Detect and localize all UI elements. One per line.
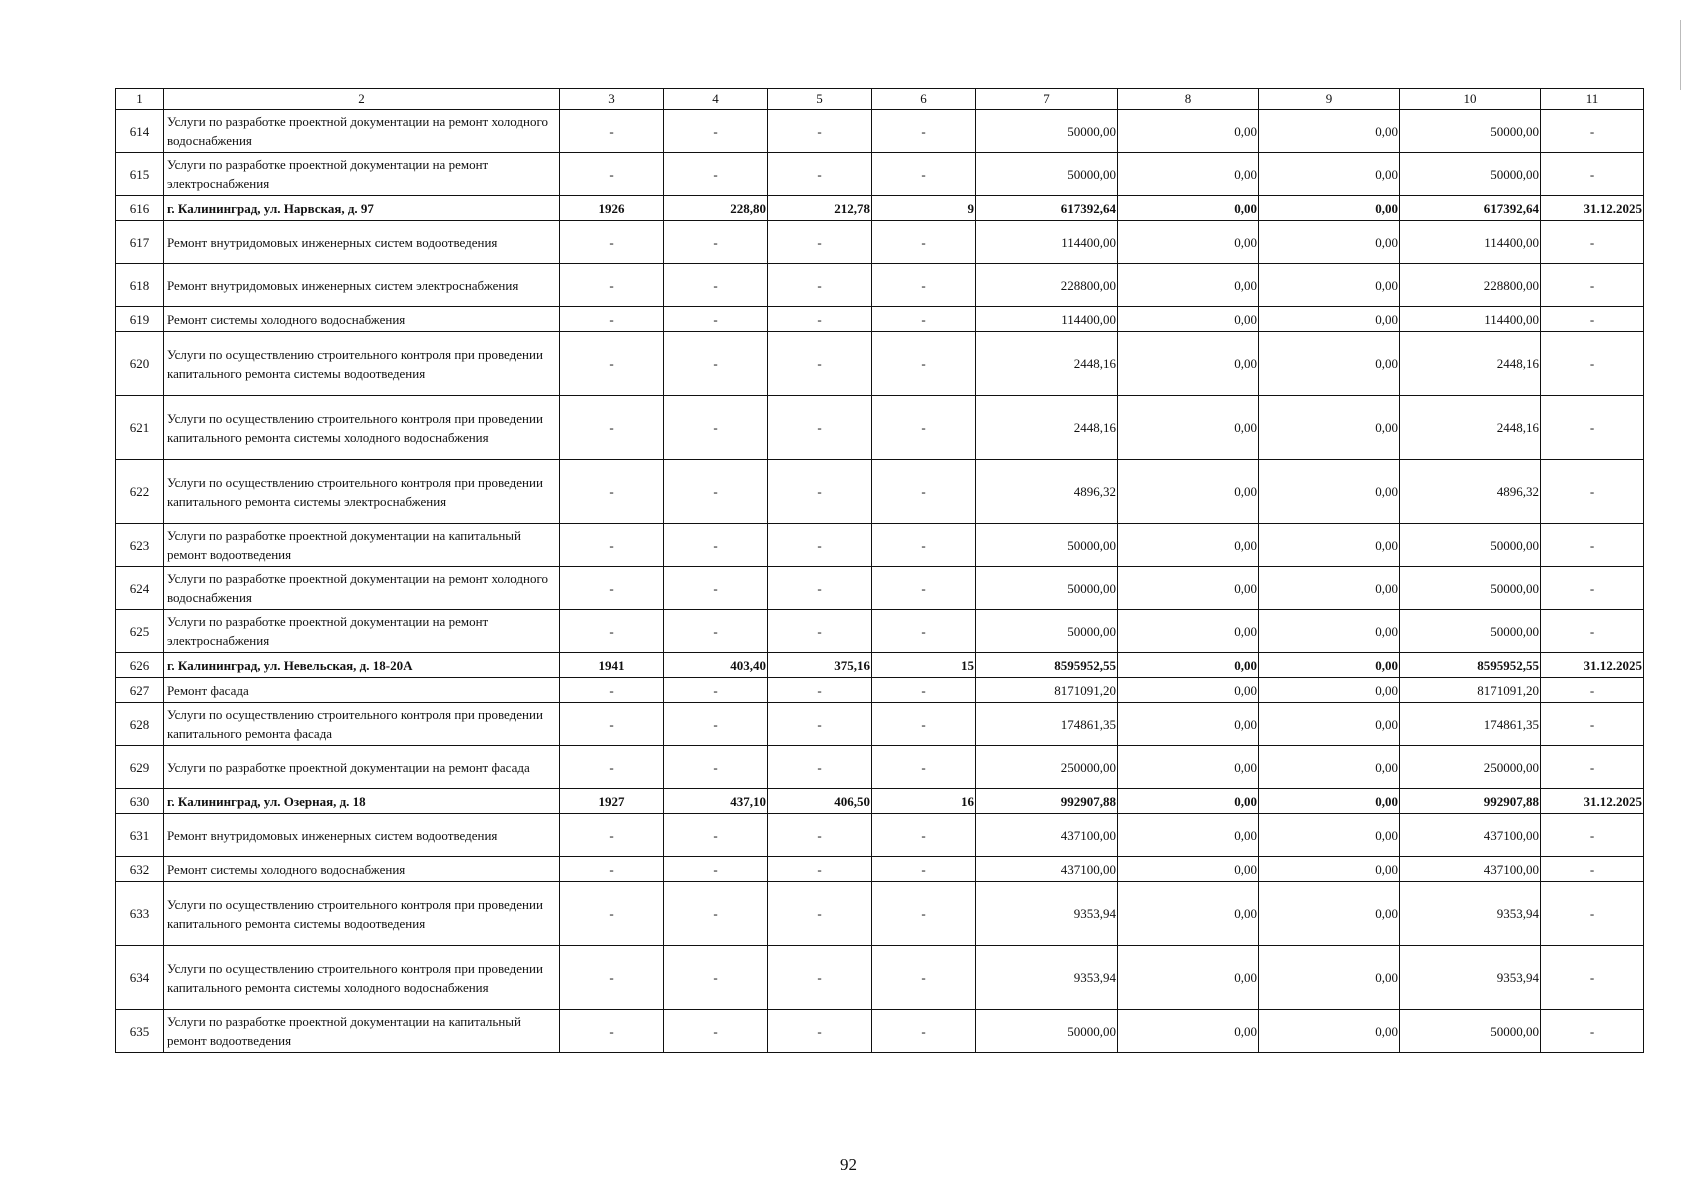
build-year-cell: - (560, 307, 664, 332)
work-row (116, 1010, 1644, 1053)
row-number-cell: 617 (116, 221, 164, 264)
total-area-cell: - (664, 610, 768, 653)
total-area-cell: 403,40 (664, 653, 768, 678)
deadline-cell: - (1541, 703, 1644, 746)
residents-cell: - (872, 746, 976, 789)
budget-cost-cell: 0,00 (1259, 153, 1400, 196)
fund-cost-cell: 0,00 (1118, 653, 1259, 678)
total-area-cell: - (664, 746, 768, 789)
work-row (116, 746, 1644, 789)
work-row (116, 678, 1644, 703)
budget-cost-cell: 0,00 (1259, 1010, 1400, 1053)
residents-cell: - (872, 814, 976, 857)
total-cost-cell: 437100,00 (976, 857, 1118, 882)
row-number-cell: 631 (116, 814, 164, 857)
total-cost-cell: 50000,00 (976, 110, 1118, 153)
work-description-cell: г. Калининград, ул. Озерная, д. 18 (164, 789, 560, 814)
total-area-cell: - (664, 332, 768, 396)
column-number: 8 (1118, 89, 1259, 110)
budget-cost-cell: 0,00 (1259, 196, 1400, 221)
column-number: 5 (768, 89, 872, 110)
living-area-cell: - (768, 567, 872, 610)
work-description-cell: Услуги по осуществлению строительного контроля при проведении капитального ремонта системы холодного водоснабжения (164, 396, 560, 460)
work-row (116, 332, 1644, 396)
fund-cost-cell: 0,00 (1118, 814, 1259, 857)
owners-cost-cell: 50000,00 (1400, 610, 1541, 653)
row-number-cell: 619 (116, 307, 164, 332)
work-row (116, 524, 1644, 567)
total-cost-cell: 8171091,20 (976, 678, 1118, 703)
build-year-cell: - (560, 524, 664, 567)
living-area-cell: - (768, 332, 872, 396)
work-description-cell: Услуги по разработке проектной документации на капитальный ремонт водоотведения (164, 1010, 560, 1053)
work-description-cell: Услуги по разработке проектной документации на ремонт холодного водоснабжения (164, 110, 560, 153)
budget-cost-cell: 0,00 (1259, 332, 1400, 396)
budget-cost-cell: 0,00 (1259, 653, 1400, 678)
column-number: 10 (1400, 89, 1541, 110)
living-area-cell: - (768, 396, 872, 460)
build-year-cell: - (560, 332, 664, 396)
fund-cost-cell: 0,00 (1118, 678, 1259, 703)
work-row (116, 610, 1644, 653)
owners-cost-cell: 114400,00 (1400, 221, 1541, 264)
work-row (116, 396, 1644, 460)
owners-cost-cell: 9353,94 (1400, 946, 1541, 1010)
owners-cost-cell: 9353,94 (1400, 882, 1541, 946)
total-cost-cell: 2448,16 (976, 332, 1118, 396)
deadline-cell: - (1541, 882, 1644, 946)
total-cost-cell: 9353,94 (976, 882, 1118, 946)
deadline-cell: 31.12.2025 (1541, 196, 1644, 221)
work-description-cell: Услуги по разработке проектной документации на ремонт электроснабжения (164, 153, 560, 196)
budget-cost-cell: 0,00 (1259, 396, 1400, 460)
column-number: 1 (116, 89, 164, 110)
row-number-cell: 623 (116, 524, 164, 567)
build-year-cell: - (560, 567, 664, 610)
total-cost-cell: 2448,16 (976, 396, 1118, 460)
living-area-cell: 406,50 (768, 789, 872, 814)
total-area-cell: - (664, 1010, 768, 1053)
residents-cell: - (872, 264, 976, 307)
total-cost-cell: 992907,88 (976, 789, 1118, 814)
total-area-cell: - (664, 567, 768, 610)
row-number-cell: 626 (116, 653, 164, 678)
row-number-cell: 630 (116, 789, 164, 814)
row-number-cell: 621 (116, 396, 164, 460)
row-number-cell: 634 (116, 946, 164, 1010)
fund-cost-cell: 0,00 (1118, 610, 1259, 653)
deadline-cell: 31.12.2025 (1541, 789, 1644, 814)
fund-cost-cell: 0,00 (1118, 567, 1259, 610)
work-description-cell: Ремонт системы холодного водоснабжения (164, 307, 560, 332)
total-cost-cell: 50000,00 (976, 524, 1118, 567)
build-year-cell: - (560, 264, 664, 307)
budget-cost-cell: 0,00 (1259, 307, 1400, 332)
residents-cell: - (872, 221, 976, 264)
owners-cost-cell: 2448,16 (1400, 396, 1541, 460)
fund-cost-cell: 0,00 (1118, 1010, 1259, 1053)
fund-cost-cell: 0,00 (1118, 703, 1259, 746)
row-number-cell: 625 (116, 610, 164, 653)
fund-cost-cell: 0,00 (1118, 153, 1259, 196)
row-number-cell: 628 (116, 703, 164, 746)
residents-cell: 15 (872, 653, 976, 678)
owners-cost-cell: 617392,64 (1400, 196, 1541, 221)
total-cost-cell: 50000,00 (976, 567, 1118, 610)
fund-cost-cell: 0,00 (1118, 307, 1259, 332)
build-year-cell: 1926 (560, 196, 664, 221)
row-number-cell: 616 (116, 196, 164, 221)
deadline-cell: - (1541, 678, 1644, 703)
total-area-cell: - (664, 307, 768, 332)
deadline-cell: - (1541, 396, 1644, 460)
residents-cell: - (872, 678, 976, 703)
work-row (116, 946, 1644, 1010)
budget-cost-cell: 0,00 (1259, 857, 1400, 882)
row-number-cell: 635 (116, 1010, 164, 1053)
total-cost-cell: 437100,00 (976, 814, 1118, 857)
row-number-cell: 624 (116, 567, 164, 610)
fund-cost-cell: 0,00 (1118, 789, 1259, 814)
work-description-cell: Услуги по осуществлению строительного контроля при проведении капитального ремонта фасада (164, 703, 560, 746)
deadline-cell: - (1541, 1010, 1644, 1053)
budget-cost-cell: 0,00 (1259, 703, 1400, 746)
owners-cost-cell: 437100,00 (1400, 814, 1541, 857)
living-area-cell: - (768, 460, 872, 524)
living-area-cell: - (768, 882, 872, 946)
residents-cell: - (872, 307, 976, 332)
residents-cell: 16 (872, 789, 976, 814)
work-description-cell: Услуги по разработке проектной документации на ремонт электроснабжения (164, 610, 560, 653)
deadline-cell: - (1541, 567, 1644, 610)
work-row (116, 153, 1644, 196)
row-number-cell: 629 (116, 746, 164, 789)
residents-cell: - (872, 396, 976, 460)
owners-cost-cell: 50000,00 (1400, 1010, 1541, 1053)
column-number: 2 (164, 89, 560, 110)
owners-cost-cell: 8171091,20 (1400, 678, 1541, 703)
budget-cost-cell: 0,00 (1259, 814, 1400, 857)
work-row (116, 110, 1644, 153)
work-description-cell: Услуги по осуществлению строительного контроля при проведении капитального ремонта системы холодного водоснабжения (164, 946, 560, 1010)
row-number-cell: 615 (116, 153, 164, 196)
residents-cell: - (872, 857, 976, 882)
owners-cost-cell: 250000,00 (1400, 746, 1541, 789)
build-year-cell: 1927 (560, 789, 664, 814)
total-area-cell: - (664, 946, 768, 1010)
residents-cell: - (872, 703, 976, 746)
total-area-cell: - (664, 814, 768, 857)
column-number: 4 (664, 89, 768, 110)
build-year-cell: - (560, 221, 664, 264)
work-description-cell: Ремонт внутридомовых инженерных систем электроснабжения (164, 264, 560, 307)
total-cost-cell: 250000,00 (976, 746, 1118, 789)
address-row (116, 653, 1644, 678)
work-description-cell: Услуги по осуществлению строительного контроля при проведении капитального ремонта системы электроснабжения (164, 460, 560, 524)
fund-cost-cell: 0,00 (1118, 221, 1259, 264)
build-year-cell: - (560, 153, 664, 196)
deadline-cell: - (1541, 221, 1644, 264)
total-area-cell: - (664, 460, 768, 524)
fund-cost-cell: 0,00 (1118, 196, 1259, 221)
build-year-cell: - (560, 460, 664, 524)
work-row (116, 882, 1644, 946)
total-cost-cell: 50000,00 (976, 153, 1118, 196)
living-area-cell: 375,16 (768, 653, 872, 678)
owners-cost-cell: 437100,00 (1400, 857, 1541, 882)
total-area-cell: - (664, 110, 768, 153)
work-description-cell: Услуги по разработке проектной документации на капитальный ремонт водоотведения (164, 524, 560, 567)
work-description-cell: Услуги по разработке проектной документации на ремонт холодного водоснабжения (164, 567, 560, 610)
deadline-cell: - (1541, 332, 1644, 396)
budget-cost-cell: 0,00 (1259, 567, 1400, 610)
fund-cost-cell: 0,00 (1118, 524, 1259, 567)
deadline-cell: - (1541, 814, 1644, 857)
deadline-cell: - (1541, 460, 1644, 524)
budget-cost-cell: 0,00 (1259, 460, 1400, 524)
total-area-cell: 228,80 (664, 196, 768, 221)
budget-cost-cell: 0,00 (1259, 110, 1400, 153)
row-number-cell: 633 (116, 882, 164, 946)
fund-cost-cell: 0,00 (1118, 396, 1259, 460)
living-area-cell: - (768, 703, 872, 746)
living-area-cell: 212,78 (768, 196, 872, 221)
build-year-cell: - (560, 814, 664, 857)
work-description-cell: Ремонт внутридомовых инженерных систем водоотведения (164, 814, 560, 857)
budget-cost-cell: 0,00 (1259, 221, 1400, 264)
budget-cost-cell: 0,00 (1259, 678, 1400, 703)
residents-cell: - (872, 110, 976, 153)
fund-cost-cell: 0,00 (1118, 882, 1259, 946)
budget-cost-cell: 0,00 (1259, 946, 1400, 1010)
work-row (116, 264, 1644, 307)
owners-cost-cell: 50000,00 (1400, 110, 1541, 153)
residents-cell: - (872, 610, 976, 653)
fund-cost-cell: 0,00 (1118, 746, 1259, 789)
total-area-cell: - (664, 264, 768, 307)
fund-cost-cell: 0,00 (1118, 857, 1259, 882)
owners-cost-cell: 50000,00 (1400, 567, 1541, 610)
living-area-cell: - (768, 264, 872, 307)
total-cost-cell: 50000,00 (976, 610, 1118, 653)
work-description-cell: г. Калининград, ул. Нарвская, д. 97 (164, 196, 560, 221)
build-year-cell: - (560, 703, 664, 746)
total-area-cell: 437,10 (664, 789, 768, 814)
page-number: 92 (840, 1155, 857, 1174)
total-area-cell: - (664, 221, 768, 264)
total-cost-cell: 617392,64 (976, 196, 1118, 221)
fund-cost-cell: 0,00 (1118, 332, 1259, 396)
column-number: 9 (1259, 89, 1400, 110)
fund-cost-cell: 0,00 (1118, 110, 1259, 153)
total-area-cell: - (664, 524, 768, 567)
work-row (116, 221, 1644, 264)
total-cost-cell: 228800,00 (976, 264, 1118, 307)
deadline-cell: - (1541, 610, 1644, 653)
residents-cell: - (872, 460, 976, 524)
total-cost-cell: 114400,00 (976, 221, 1118, 264)
fund-cost-cell: 0,00 (1118, 946, 1259, 1010)
work-description-cell: г. Калининград, ул. Невельская, д. 18-20А (164, 653, 560, 678)
total-cost-cell: 4896,32 (976, 460, 1118, 524)
work-description-cell: Ремонт системы холодного водоснабжения (164, 857, 560, 882)
living-area-cell: - (768, 153, 872, 196)
work-description-cell: Услуги по осуществлению строительного контроля при проведении капитального ремонта системы водоотведения (164, 332, 560, 396)
total-area-cell: - (664, 882, 768, 946)
total-cost-cell: 174861,35 (976, 703, 1118, 746)
living-area-cell: - (768, 678, 872, 703)
deadline-cell: - (1541, 153, 1644, 196)
budget-cost-cell: 0,00 (1259, 882, 1400, 946)
build-year-cell: - (560, 946, 664, 1010)
column-number: 7 (976, 89, 1118, 110)
column-number: 6 (872, 89, 976, 110)
column-number: 3 (560, 89, 664, 110)
work-row (116, 460, 1644, 524)
total-cost-cell: 8595952,55 (976, 653, 1118, 678)
residents-cell: - (872, 1010, 976, 1053)
residents-cell: - (872, 524, 976, 567)
owners-cost-cell: 174861,35 (1400, 703, 1541, 746)
residents-cell: - (872, 153, 976, 196)
column-number: 11 (1541, 89, 1644, 110)
deadline-cell: - (1541, 264, 1644, 307)
deadline-cell: 31.12.2025 (1541, 653, 1644, 678)
work-description-cell: Услуги по разработке проектной документации на ремонт фасада (164, 746, 560, 789)
address-row (116, 789, 1644, 814)
total-cost-cell: 114400,00 (976, 307, 1118, 332)
column-number-row (116, 89, 1644, 110)
build-year-cell: - (560, 110, 664, 153)
total-cost-cell: 50000,00 (976, 1010, 1118, 1053)
build-year-cell: - (560, 882, 664, 946)
row-number-cell: 620 (116, 332, 164, 396)
work-description-cell: Ремонт внутридомовых инженерных систем водоотведения (164, 221, 560, 264)
living-area-cell: - (768, 524, 872, 567)
fund-cost-cell: 0,00 (1118, 460, 1259, 524)
living-area-cell: - (768, 110, 872, 153)
build-year-cell: - (560, 1010, 664, 1053)
build-year-cell: 1941 (560, 653, 664, 678)
works-table (115, 88, 1644, 1053)
total-area-cell: - (664, 678, 768, 703)
address-row (116, 196, 1644, 221)
living-area-cell: - (768, 857, 872, 882)
owners-cost-cell: 992907,88 (1400, 789, 1541, 814)
row-number-cell: 614 (116, 110, 164, 153)
row-number-cell: 627 (116, 678, 164, 703)
residents-cell: - (872, 567, 976, 610)
owners-cost-cell: 8595952,55 (1400, 653, 1541, 678)
residents-cell: 9 (872, 196, 976, 221)
work-row (116, 857, 1644, 882)
owners-cost-cell: 50000,00 (1400, 524, 1541, 567)
work-row (116, 703, 1644, 746)
living-area-cell: - (768, 307, 872, 332)
work-description-cell: Ремонт фасада (164, 678, 560, 703)
owners-cost-cell: 114400,00 (1400, 307, 1541, 332)
total-area-cell: - (664, 703, 768, 746)
total-area-cell: - (664, 857, 768, 882)
budget-cost-cell: 0,00 (1259, 264, 1400, 307)
build-year-cell: - (560, 678, 664, 703)
living-area-cell: - (768, 746, 872, 789)
build-year-cell: - (560, 746, 664, 789)
build-year-cell: - (560, 396, 664, 460)
residents-cell: - (872, 882, 976, 946)
owners-cost-cell: 4896,32 (1400, 460, 1541, 524)
work-row (116, 307, 1644, 332)
budget-cost-cell: 0,00 (1259, 610, 1400, 653)
fund-cost-cell: 0,00 (1118, 264, 1259, 307)
deadline-cell: - (1541, 746, 1644, 789)
living-area-cell: - (768, 946, 872, 1010)
deadline-cell: - (1541, 524, 1644, 567)
total-cost-cell: 9353,94 (976, 946, 1118, 1010)
deadline-cell: - (1541, 110, 1644, 153)
budget-cost-cell: 0,00 (1259, 524, 1400, 567)
work-row (116, 567, 1644, 610)
owners-cost-cell: 50000,00 (1400, 153, 1541, 196)
deadline-cell: - (1541, 946, 1644, 1010)
living-area-cell: - (768, 610, 872, 653)
scan-edge-line (1680, 20, 1681, 90)
row-number-cell: 618 (116, 264, 164, 307)
living-area-cell: - (768, 1010, 872, 1053)
living-area-cell: - (768, 221, 872, 264)
deadline-cell: - (1541, 307, 1644, 332)
work-row (116, 814, 1644, 857)
row-number-cell: 622 (116, 460, 164, 524)
build-year-cell: - (560, 610, 664, 653)
total-area-cell: - (664, 396, 768, 460)
table-body (116, 110, 1644, 1053)
owners-cost-cell: 228800,00 (1400, 264, 1541, 307)
total-area-cell: - (664, 153, 768, 196)
residents-cell: - (872, 332, 976, 396)
row-number-cell: 632 (116, 857, 164, 882)
budget-cost-cell: 0,00 (1259, 789, 1400, 814)
budget-cost-cell: 0,00 (1259, 746, 1400, 789)
living-area-cell: - (768, 814, 872, 857)
work-description-cell: Услуги по осуществлению строительного контроля при проведении капитального ремонта системы водоотведения (164, 882, 560, 946)
owners-cost-cell: 2448,16 (1400, 332, 1541, 396)
build-year-cell: - (560, 857, 664, 882)
residents-cell: - (872, 946, 976, 1010)
deadline-cell: - (1541, 857, 1644, 882)
